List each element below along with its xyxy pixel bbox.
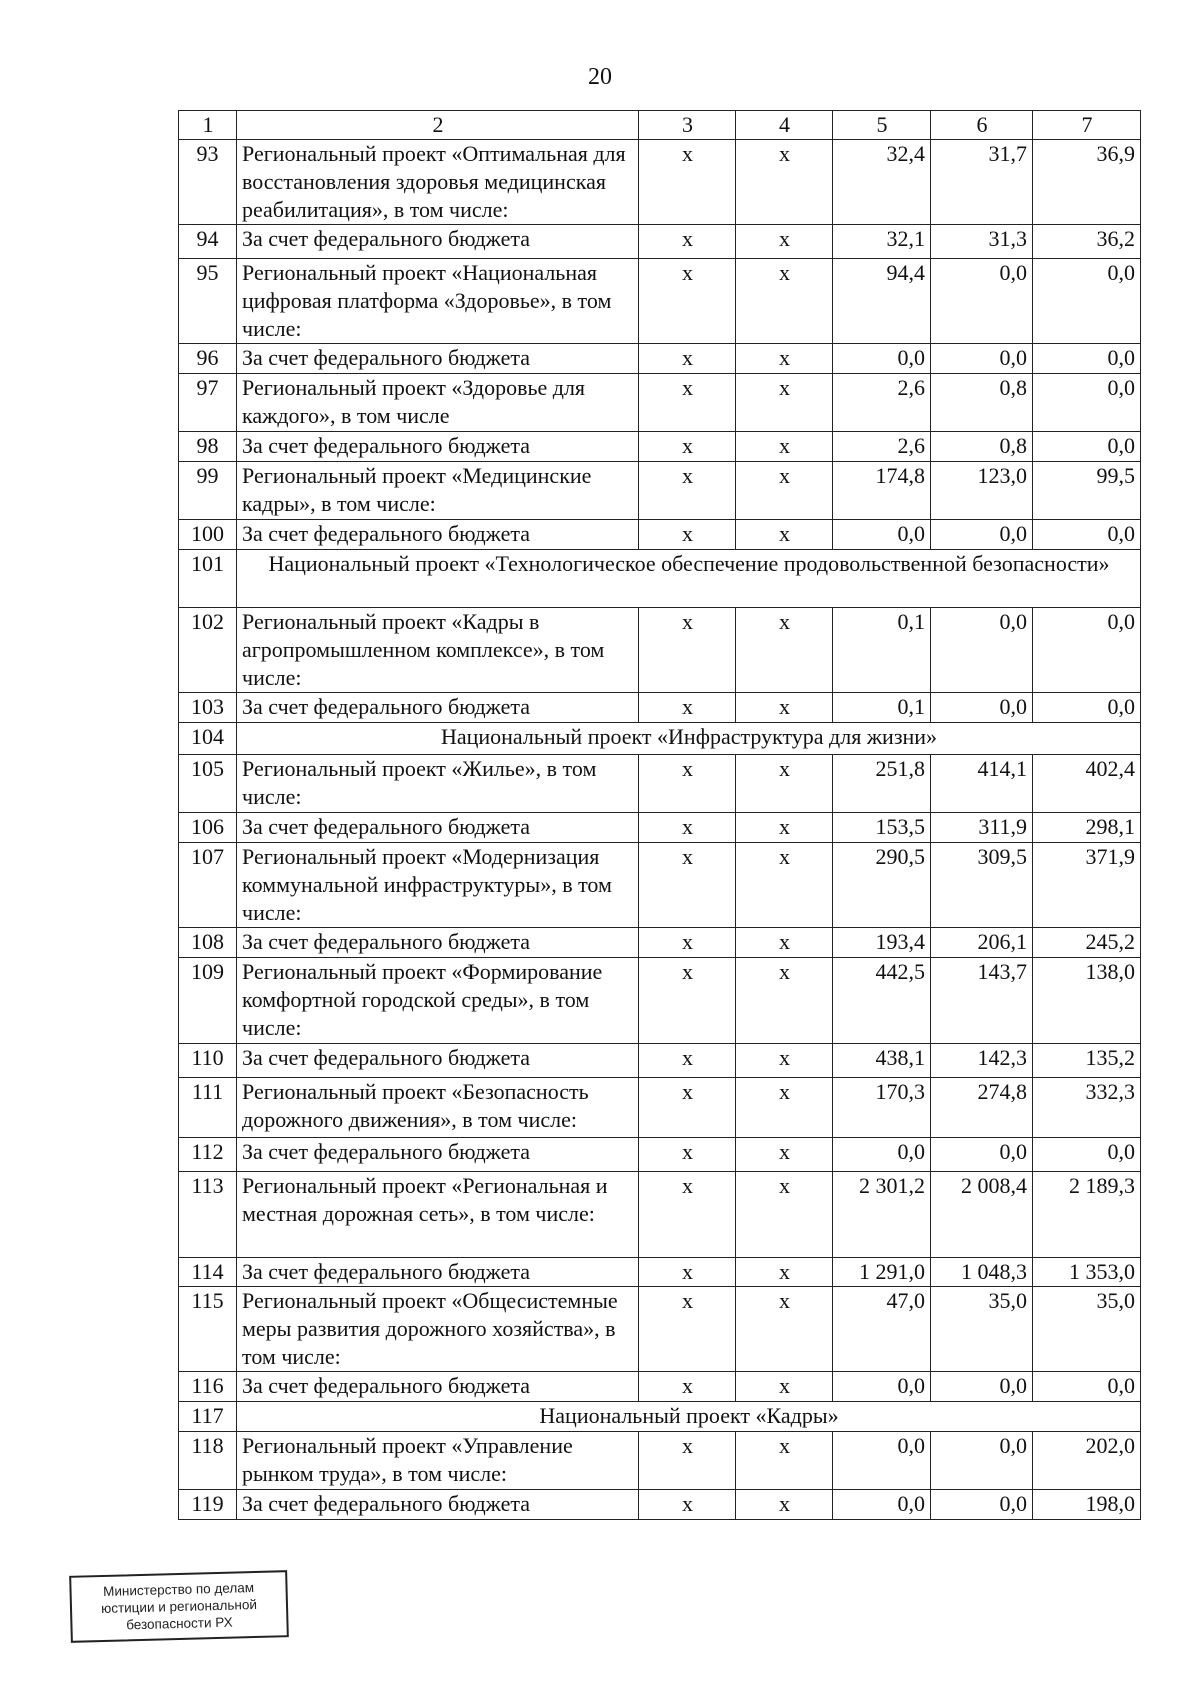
row-number: 103 [179,693,237,723]
col-4-value: х [736,225,833,259]
indicator-name: Региональный проект «Медицинские кадры», в том числе: [237,462,639,520]
column-header: 3 [639,111,736,140]
col-4-value: х [736,1490,833,1520]
col-7-value: 135,2 [1033,1044,1141,1078]
indicator-name: Региональный проект «Национальная цифровая платформа «Здоровье», в том числе: [237,259,639,344]
table-body [179,111,1141,1520]
col-6-value: 414,1 [931,755,1033,813]
table-row [179,462,1141,520]
col-6-value: 2 008,4 [931,1172,1033,1258]
col-6-value: 274,8 [931,1078,1033,1138]
row-number: 118 [179,1432,237,1490]
indicator-name: За счет федерального бюджета [237,1138,639,1172]
col-7-value: 0,0 [1033,1138,1141,1172]
row-number: 100 [179,520,237,550]
col-3-value: х [639,225,736,259]
col-6-value: 31,3 [931,225,1033,259]
col-4-value: х [736,1258,833,1287]
column-header: 5 [833,111,931,140]
table-row [179,1432,1141,1490]
col-7-value: 0,0 [1033,1372,1141,1402]
table-row [179,1287,1141,1372]
indicator-name: Региональный проект «Модернизация коммунальной инфраструктуры», в том числе: [237,843,639,928]
col-7-value: 198,0 [1033,1490,1141,1520]
stamp-line: Министерство по делам [102,1580,255,1599]
col-3-value: х [639,344,736,374]
table-row [179,958,1141,1044]
column-header: 2 [237,111,639,140]
col-5-value: 0,0 [833,1432,931,1490]
indicator-name: Региональный проект «Жилье», в том числе: [237,755,639,813]
indicator-name: За счет федерального бюджета [237,928,639,958]
col-5-value: 170,3 [833,1078,931,1138]
row-number: 116 [179,1372,237,1402]
table-row [179,374,1141,432]
col-4-value: х [736,1432,833,1490]
table-row [179,843,1141,928]
col-4-value: х [736,1287,833,1372]
col-5-value: 2,6 [833,374,931,432]
col-5-value: 2,6 [833,432,931,462]
col-3-value: х [639,813,736,843]
col-6-value: 0,0 [931,344,1033,374]
col-7-value: 402,4 [1033,755,1141,813]
row-number: 96 [179,344,237,374]
table-row [179,813,1141,843]
row-number: 109 [179,958,237,1044]
indicator-name: Региональный проект «Управление рынком труда», в том числе: [237,1432,639,1490]
col-5-value: 153,5 [833,813,931,843]
col-3-value: х [639,928,736,958]
col-5-value: 94,4 [833,259,931,344]
ministry-stamp [69,1570,289,1643]
col-6-value: 31,7 [931,140,1033,225]
col-7-value: 245,2 [1033,928,1141,958]
col-3-value: х [639,374,736,432]
col-5-value: 32,4 [833,140,931,225]
indicator-name: Региональный проект «Кадры в агропромышленном комплексе», в том числе: [237,608,639,693]
col-3-value: х [639,1138,736,1172]
indicator-name: За счет федерального бюджета [237,344,639,374]
row-number: 95 [179,259,237,344]
col-6-value: 0,0 [931,608,1033,693]
col-5-value: 290,5 [833,843,931,928]
col-5-value: 0,0 [833,1138,931,1172]
col-3-value: х [639,1078,736,1138]
row-number: 112 [179,1138,237,1172]
col-5-value: 442,5 [833,958,931,1044]
col-5-value: 174,8 [833,462,931,520]
col-6-value: 0,0 [931,1372,1033,1402]
col-6-value: 1 048,3 [931,1258,1033,1287]
row-number: 99 [179,462,237,520]
table-row [179,344,1141,374]
col-3-value: х [639,958,736,1044]
col-3-value: х [639,1258,736,1287]
indicator-name: За счет федерального бюджета [237,813,639,843]
col-5-value: 0,0 [833,520,931,550]
table-row [179,140,1141,225]
col-7-value: 0,0 [1033,432,1141,462]
row-number: 94 [179,225,237,259]
col-6-value: 123,0 [931,462,1033,520]
indicator-name: За счет федерального бюджета [237,520,639,550]
indicator-name: За счет федерального бюджета [237,225,639,259]
table-row [179,1372,1141,1402]
col-4-value: х [736,1044,833,1078]
col-3-value: х [639,1432,736,1490]
col-7-value: 1 353,0 [1033,1258,1141,1287]
col-4-value: х [736,928,833,958]
indicator-name: Региональный проект «Формирование комфортной городской среды», в том числе: [237,958,639,1044]
col-7-value: 35,0 [1033,1287,1141,1372]
indicator-name: За счет федерального бюджета [237,693,639,723]
indicator-name: За счет федерального бюджета [237,1490,639,1520]
table-row [179,755,1141,813]
col-4-value: х [736,1172,833,1258]
col-5-value: 193,4 [833,928,931,958]
col-3-value: х [639,520,736,550]
table-row [179,1258,1141,1287]
col-6-value: 143,7 [931,958,1033,1044]
col-5-value: 0,1 [833,608,931,693]
row-number: 119 [179,1490,237,1520]
table-row [179,520,1141,550]
col-4-value: х [736,259,833,344]
col-3-value: х [639,259,736,344]
section-row [179,723,1141,755]
col-3-value: х [639,1490,736,1520]
row-number: 114 [179,1258,237,1287]
col-5-value: 438,1 [833,1044,931,1078]
row-number: 115 [179,1287,237,1372]
row-number: 106 [179,813,237,843]
col-3-value: х [639,1044,736,1078]
indicator-name: За счет федерального бюджета [237,1258,639,1287]
col-4-value: х [736,374,833,432]
col-7-value: 0,0 [1033,374,1141,432]
col-4-value: х [736,462,833,520]
indicator-name: Региональный проект «Оптимальная для восстановления здоровья медицинская реабилитация», в том числе: [237,140,639,225]
indicator-name: За счет федерального бюджета [237,1044,639,1078]
row-number: 108 [179,928,237,958]
col-6-value: 206,1 [931,928,1033,958]
col-7-value: 0,0 [1033,693,1141,723]
row-number: 107 [179,843,237,928]
table-row [179,1078,1141,1138]
col-7-value: 202,0 [1033,1432,1141,1490]
col-6-value: 0,0 [931,259,1033,344]
col-3-value: х [639,1287,736,1372]
col-5-value: 0,0 [833,1490,931,1520]
col-6-value: 35,0 [931,1287,1033,1372]
col-4-value: х [736,813,833,843]
col-6-value: 0,0 [931,1490,1033,1520]
table-header-row [179,111,1141,140]
col-6-value: 309,5 [931,843,1033,928]
row-number: 98 [179,432,237,462]
col-5-value: 0,0 [833,1372,931,1402]
col-4-value: х [736,693,833,723]
col-6-value: 0,0 [931,1432,1033,1490]
section-title: Национальный проект «Кадры» [237,1402,1141,1432]
col-5-value: 1 291,0 [833,1258,931,1287]
col-4-value: х [736,140,833,225]
col-4-value: х [736,843,833,928]
col-6-value: 0,8 [931,374,1033,432]
table-row [179,1490,1141,1520]
indicator-name: Региональный проект «Безопасность дорожного движения», в том числе: [237,1078,639,1138]
col-4-value: х [736,520,833,550]
col-4-value: х [736,958,833,1044]
row-number: 104 [179,723,237,755]
col-3-value: х [639,1172,736,1258]
indicator-name: Региональный проект «Региональная и местная дорожная сеть», в том числе: [237,1172,639,1258]
section-title: Национальный проект «Технологическое обеспечение продовольственной безопасности» [237,550,1141,608]
col-6-value: 0,0 [931,520,1033,550]
column-header: 4 [736,111,833,140]
table-row [179,225,1141,259]
indicator-name: За счет федерального бюджета [237,432,639,462]
col-3-value: х [639,140,736,225]
table-row [179,432,1141,462]
col-5-value: 0,1 [833,693,931,723]
col-7-value: 0,0 [1033,259,1141,344]
col-7-value: 371,9 [1033,843,1141,928]
col-4-value: х [736,344,833,374]
table-row [179,1172,1141,1258]
col-4-value: х [736,432,833,462]
col-5-value: 47,0 [833,1287,931,1372]
table-row [179,259,1141,344]
column-header: 6 [931,111,1033,140]
row-number: 93 [179,140,237,225]
table-row [179,1044,1141,1078]
row-number: 97 [179,374,237,432]
col-5-value: 2 301,2 [833,1172,931,1258]
indicator-name: Региональный проект «Общесистемные меры развития дорожного хозяйства», в том числе: [237,1287,639,1372]
table-row [179,693,1141,723]
col-7-value: 138,0 [1033,958,1141,1044]
col-3-value: х [639,693,736,723]
indicator-name: За счет федерального бюджета [237,1372,639,1402]
col-7-value: 298,1 [1033,813,1141,843]
row-number: 102 [179,608,237,693]
col-6-value: 311,9 [931,813,1033,843]
col-7-value: 0,0 [1033,520,1141,550]
col-6-value: 0,0 [931,693,1033,723]
col-3-value: х [639,462,736,520]
col-7-value: 36,2 [1033,225,1141,259]
col-7-value: 0,0 [1033,344,1141,374]
col-3-value: х [639,432,736,462]
col-6-value: 142,3 [931,1044,1033,1078]
column-header: 1 [179,111,237,140]
col-4-value: х [736,608,833,693]
row-number: 110 [179,1044,237,1078]
row-number: 101 [179,550,237,608]
table-row [179,608,1141,693]
section-row [179,1402,1141,1432]
col-6-value: 0,8 [931,432,1033,462]
section-title: Национальный проект «Инфраструктура для жизни» [237,723,1141,755]
row-number: 105 [179,755,237,813]
row-number: 113 [179,1172,237,1258]
col-3-value: х [639,755,736,813]
col-7-value: 332,3 [1033,1078,1141,1138]
indicator-name: Региональный проект «Здоровье для каждого», в том числе [237,374,639,432]
col-7-value: 99,5 [1033,462,1141,520]
col-3-value: х [639,843,736,928]
column-header: 7 [1033,111,1141,140]
budget-table [178,110,1141,1520]
col-3-value: х [639,1372,736,1402]
row-number: 117 [179,1402,237,1432]
col-3-value: х [639,608,736,693]
col-7-value: 2 189,3 [1033,1172,1141,1258]
col-5-value: 32,1 [833,225,931,259]
table-row [179,1138,1141,1172]
col-6-value: 0,0 [931,1138,1033,1172]
col-5-value: 0,0 [833,344,931,374]
stamp-line: безопасности РХ [126,1614,233,1633]
section-row [179,550,1141,608]
row-number: 111 [179,1078,237,1138]
col-4-value: х [736,1078,833,1138]
col-4-value: х [736,755,833,813]
table-row [179,928,1141,958]
page-number: 20 [588,64,612,90]
col-4-value: х [736,1138,833,1172]
col-5-value: 251,8 [833,755,931,813]
col-4-value: х [736,1372,833,1402]
col-7-value: 0,0 [1033,608,1141,693]
stamp-line: юстиции и региональной [100,1596,258,1617]
col-7-value: 36,9 [1033,140,1141,225]
